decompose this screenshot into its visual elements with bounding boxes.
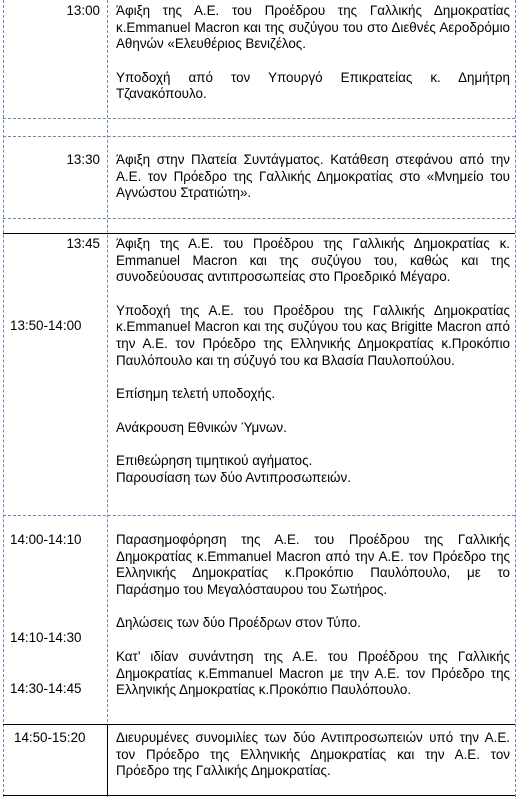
time-cell: 14:30-14:45 — [10, 681, 82, 696]
row-divider — [3, 724, 515, 725]
time-cell: 14:00-14:10 — [10, 532, 82, 547]
row-divider — [3, 795, 515, 796]
time-cell: 13:00 — [66, 3, 100, 18]
event-description — [116, 152, 510, 202]
description-paragraph: Κατ’ ιδίαν συνάντηση της Α.Ε. του Προέδρου της Γαλλικής Δημοκρατίας κ.Emmanuel Macron με την Α.Ε. τον Πρόεδρο της Ελληνικής Δημοκρατίας κ.Προκόπιο Παυλόπουλο. — [116, 648, 510, 698]
description-paragraph: Παρασημοφόρηση της Α.Ε. του Προέδρου της Γαλλικής Δημοκρατίας κ.Emmanuel Macron από την Α.Ε. τον Πρόεδρο της Ελληνικής Δημοκρατίας κ.Προκόπιο Παυλόπουλο, με το Παράσημο του Μεγαλόσταυρου του Σωτήρος. — [116, 532, 510, 597]
row-divider — [3, 233, 515, 234]
description-paragraph: Άφιξη στην Πλατεία Συντάγματος. Κατάθεση στεφάνου από την Α.Ε. τον Πρόεδρο της Γαλλικής Δημοκρατίας στο «Μνημείο του Αγνώστου Στρατιώτη». — [116, 152, 510, 201]
description-paragraph: Διευρυμένες συνομιλίες των δύο Αντιπροσωπειών υπό την Α.Ε. τον Πρόεδρο της Ελληνικής Δημοκρατίας και την Α.Ε. τον Πρόεδρο της Γαλλικής Δημοκρατίας. — [116, 730, 510, 779]
column-divider — [3, 0, 4, 797]
row-divider — [3, 118, 515, 119]
description-paragraph: Ανάκρουση Εθνικών Ύμνων. — [116, 419, 287, 435]
time-cell: 14:10-14:30 — [10, 630, 82, 645]
event-description — [116, 730, 510, 780]
time-cell: 13:45 — [66, 236, 100, 251]
column-divider — [515, 0, 516, 797]
event-description — [116, 236, 510, 487]
column-divider — [107, 724, 108, 795]
description-paragraph: Επίσημη τελετή υποδοχής. — [116, 386, 276, 402]
row-divider — [3, 218, 515, 219]
time-cell: 13:30 — [66, 152, 100, 167]
event-description — [116, 3, 510, 103]
description-paragraph: Επιθεώρηση τιμητικού αγήματος. — [116, 453, 313, 469]
description-paragraph: Άφιξη της Α.Ε. του Προέδρου της Γαλλικής Δημοκρατίας κ. Emmanuel Macron και της συζύγου του, καθώς και της συνοδεύουσας αντιπροσωπείας στο Προεδρικό Μέγαρο. — [116, 236, 510, 285]
row-divider — [3, 515, 515, 516]
event-description — [116, 532, 510, 699]
description-paragraph: Υποδοχή από τον Υπουργό Επικρατείας κ. Δημήτρη Τζανακόπουλο. — [116, 69, 510, 102]
column-divider — [107, 0, 108, 797]
description-paragraph: Δηλώσεις των δύο Προέδρων στον Τύπο. — [116, 615, 361, 631]
description-paragraph: Παρουσίαση των δύο Αντιπροσωπειών. — [116, 469, 351, 485]
time-cell: 14:50-15:20 — [14, 730, 86, 745]
description-paragraph: Άφιξη της Α.Ε. του Προέδρου της Γαλλικής Δημοκρατίας κ.Emmanuel Macron και της συζύγου του στο Διεθνές Αεροδρόμιο Αθηνών «Ελευθέριος Βενιζέλος. — [116, 3, 510, 52]
row-divider — [3, 136, 515, 137]
time-cell: 13:50-14:00 — [10, 318, 82, 333]
description-paragraph: Υποδοχή της Α.Ε. του Προέδρου της Γαλλικής Δημοκρατίας κ.Emmanuel Macron και της συζύγου του κας Brigitte Macron από την Α.Ε. τον Πρόεδρο της Ελληνικής Δημοκρατίας κ.Προκόπιο Παυλόπουλο και τη σύζυγό του κα Βλασία Παυλοπούλου. — [116, 302, 510, 368]
